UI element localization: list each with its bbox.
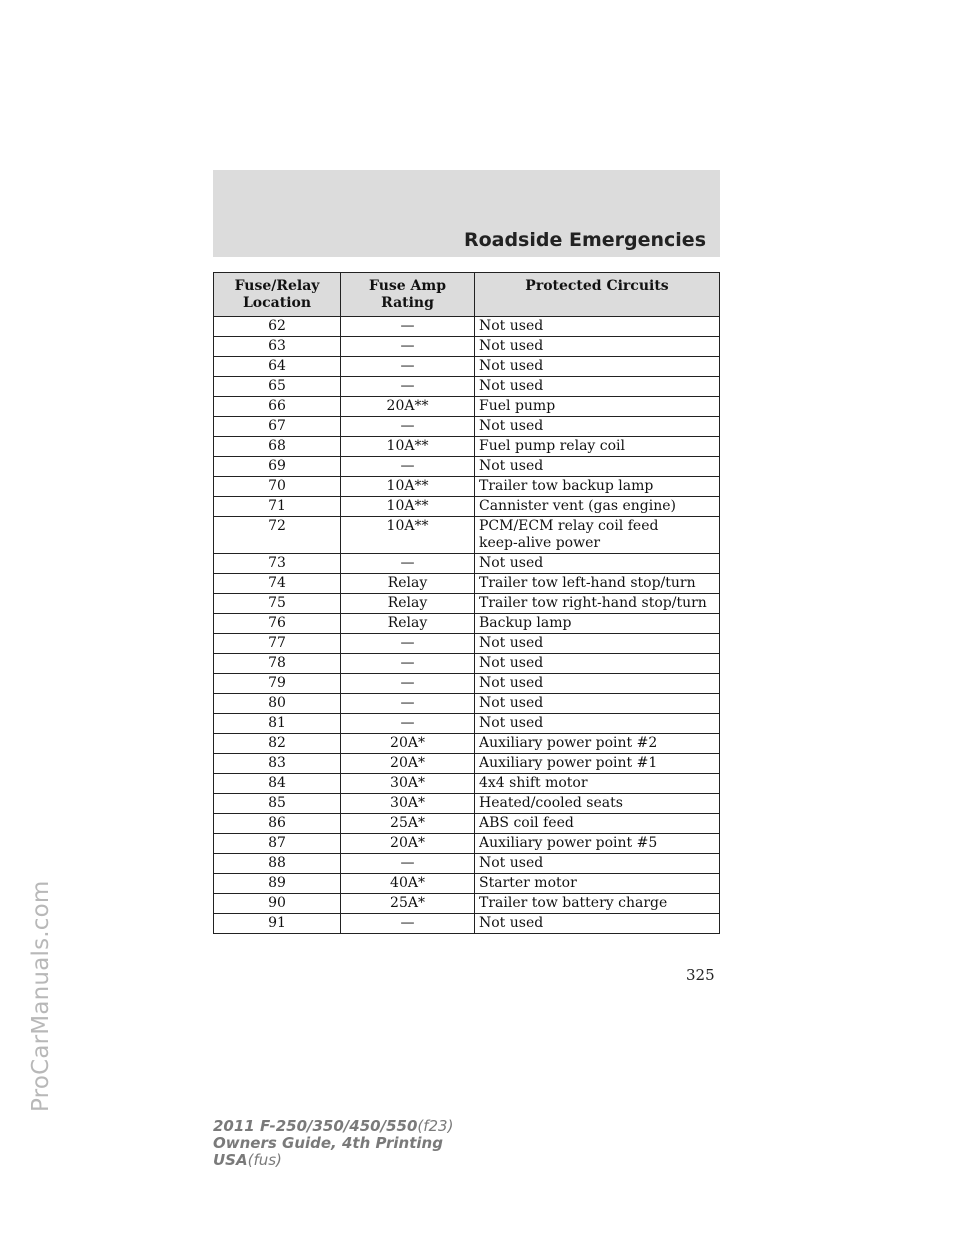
cell-location: 90 [214,894,341,914]
page-number: 325 [686,966,715,984]
cell-location: 63 [214,337,341,357]
cell-protected-circuits: PCM/ECM relay coil feed keep-alive power [475,517,720,554]
cell-amp-rating: Relay [341,614,475,634]
cell-protected-circuits: Auxiliary power point #2 [475,734,720,754]
cell-location: 69 [214,457,341,477]
cell-amp-rating: — [341,357,475,377]
cell-protected-circuits: Not used [475,337,720,357]
cell-protected-circuits: Not used [475,417,720,437]
cell-amp-rating: 25A* [341,894,475,914]
cell-protected-circuits: Not used [475,317,720,337]
cell-protected-circuits: Auxiliary power point #5 [475,834,720,854]
table-row [214,594,720,614]
cell-location: 86 [214,814,341,834]
cell-amp-rating: — [341,694,475,714]
cell-amp-rating: — [341,417,475,437]
cell-protected-circuits: Starter motor [475,874,720,894]
table-header-row [214,273,720,317]
table-row [214,854,720,874]
cell-location: 71 [214,497,341,517]
cell-location: 68 [214,437,341,457]
cell-location: 67 [214,417,341,437]
table-row [214,397,720,417]
footer-model: 2011 F-250/350/450/550 [213,1117,418,1135]
cell-protected-circuits: Not used [475,714,720,734]
cell-protected-circuits: Trailer tow right-hand stop/turn [475,594,720,614]
table-row [214,554,720,574]
cell-protected-circuits: Not used [475,854,720,874]
cell-location: 82 [214,734,341,754]
cell-location: 84 [214,774,341,794]
cell-protected-circuits: Not used [475,674,720,694]
table-row [214,774,720,794]
cell-protected-circuits: Heated/cooled seats [475,794,720,814]
cell-protected-circuits: Backup lamp [475,614,720,634]
cell-amp-rating: 30A* [341,774,475,794]
table-row [214,794,720,814]
table-row [214,874,720,894]
cell-location: 66 [214,397,341,417]
cell-location: 91 [214,914,341,934]
cell-location: 77 [214,634,341,654]
cell-protected-circuits: Trailer tow left-hand stop/turn [475,574,720,594]
cell-amp-rating: — [341,714,475,734]
cell-amp-rating: — [341,457,475,477]
cell-location: 73 [214,554,341,574]
cell-protected-circuits: Fuel pump [475,397,720,417]
cell-location: 79 [214,674,341,694]
cell-location: 74 [214,574,341,594]
cell-amp-rating: — [341,854,475,874]
cell-amp-rating: — [341,377,475,397]
cell-amp-rating: 25A* [341,814,475,834]
column-header-location: Fuse/Relay Location [214,273,341,317]
cell-protected-circuits: Not used [475,634,720,654]
cell-protected-circuits: Not used [475,654,720,674]
table-row [214,634,720,654]
watermark: ProCarManuals.com [28,880,54,1112]
table-row [214,714,720,734]
cell-protected-circuits: Trailer tow battery charge [475,894,720,914]
table-row [214,437,720,457]
cell-protected-circuits: Auxiliary power point #1 [475,754,720,774]
cell-location: 80 [214,694,341,714]
cell-protected-circuits: Not used [475,357,720,377]
cell-amp-rating: 10A** [341,497,475,517]
table-row [214,477,720,497]
cell-protected-circuits: ABS coil feed [475,814,720,834]
table-row [214,734,720,754]
table-row [214,614,720,634]
cell-amp-rating: 20A* [341,754,475,774]
cell-location: 81 [214,714,341,734]
table-row [214,674,720,694]
cell-location: 62 [214,317,341,337]
footer-market-code: (fus) [247,1151,282,1169]
section-title: Roadside Emergencies [463,229,706,251]
cell-amp-rating: — [341,674,475,694]
footer [213,1118,453,1169]
cell-location: 72 [214,517,341,554]
cell-protected-circuits: Not used [475,694,720,714]
table-row [214,814,720,834]
cell-location: 70 [214,477,341,497]
table-row [214,317,720,337]
cell-location: 76 [214,614,341,634]
cell-protected-circuits: 4x4 shift motor [475,774,720,794]
cell-amp-rating: 10A** [341,477,475,497]
cell-protected-circuits: Not used [475,377,720,397]
table-row [214,754,720,774]
cell-protected-circuits: Trailer tow backup lamp [475,477,720,497]
cell-protected-circuits: Cannister vent (gas engine) [475,497,720,517]
table-row [214,894,720,914]
cell-amp-rating: 20A* [341,734,475,754]
table-row [214,457,720,477]
table-row [214,337,720,357]
cell-amp-rating: — [341,337,475,357]
cell-protected-circuits: Fuel pump relay coil [475,437,720,457]
table-row [214,914,720,934]
cell-location: 65 [214,377,341,397]
table-row [214,834,720,854]
footer-line-3 [213,1152,453,1169]
cell-location: 83 [214,754,341,774]
table-row [214,517,720,554]
cell-location: 85 [214,794,341,814]
table-row [214,377,720,397]
cell-amp-rating: — [341,914,475,934]
table-row [214,417,720,437]
table-row [214,654,720,674]
cell-location: 78 [214,654,341,674]
cell-amp-rating: 10A** [341,517,475,554]
cell-protected-circuits: Not used [475,914,720,934]
cell-protected-circuits: Not used [475,554,720,574]
cell-amp-rating: 30A* [341,794,475,814]
fuse-table [213,272,720,934]
cell-amp-rating: 40A* [341,874,475,894]
cell-amp-rating: — [341,654,475,674]
cell-protected-circuits: Not used [475,457,720,477]
cell-location: 89 [214,874,341,894]
cell-location: 75 [214,594,341,614]
footer-line-2: Owners Guide, 4th Printing [213,1134,443,1152]
table-row [214,497,720,517]
cell-amp-rating: Relay [341,574,475,594]
section-header [213,170,720,257]
cell-amp-rating: 20A* [341,834,475,854]
column-header-protected-circuits: Protected Circuits [475,273,720,317]
cell-amp-rating: 10A** [341,437,475,457]
cell-location: 88 [214,854,341,874]
cell-location: 64 [214,357,341,377]
cell-amp-rating: — [341,554,475,574]
table-body [214,317,720,934]
table-row [214,357,720,377]
cell-amp-rating: — [341,634,475,654]
footer-model-code: (f23) [417,1117,454,1135]
cell-amp-rating: 20A** [341,397,475,417]
cell-location: 87 [214,834,341,854]
cell-amp-rating: — [341,317,475,337]
column-header-amp-rating: Fuse Amp Rating [341,273,475,317]
cell-amp-rating: Relay [341,594,475,614]
table-row [214,574,720,594]
table-row [214,694,720,714]
footer-line-1 [213,1118,453,1135]
footer-market: USA [213,1151,248,1169]
